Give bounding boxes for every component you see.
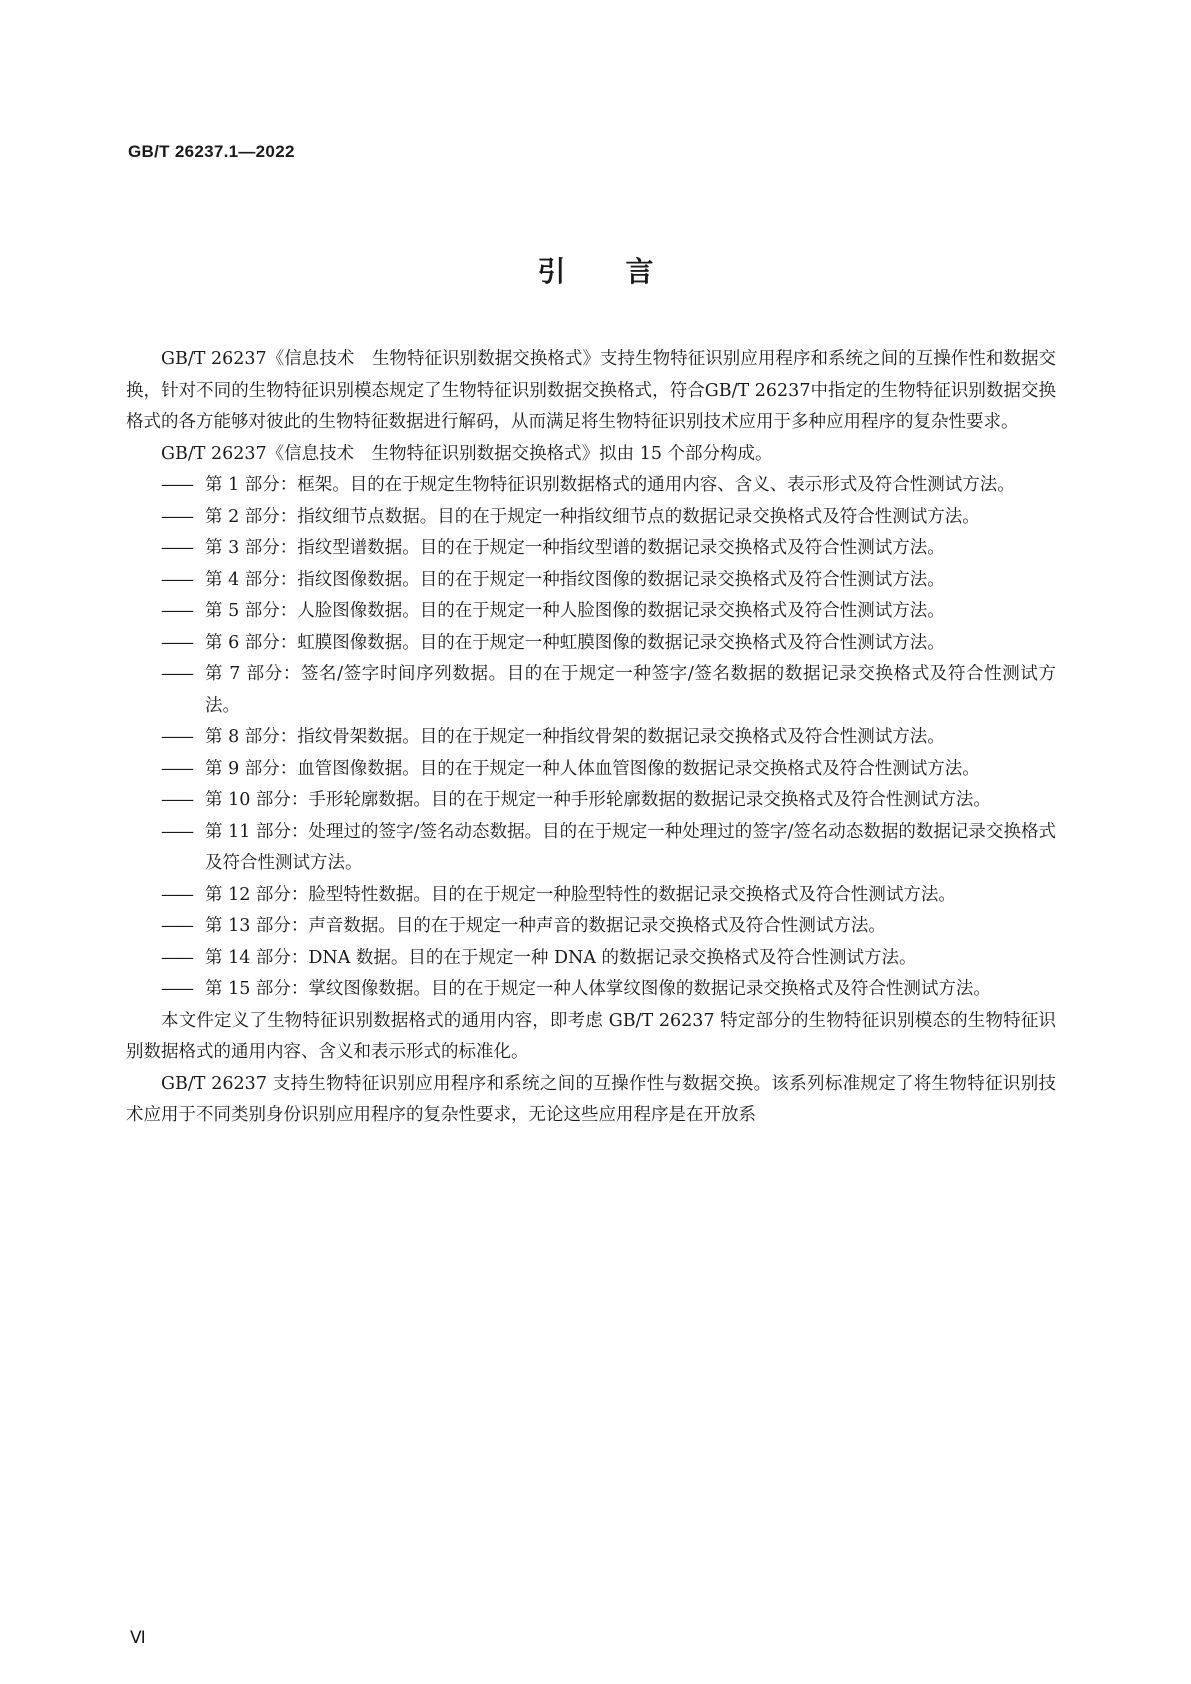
dash-marker: —— bbox=[161, 884, 192, 905]
dash-marker: —— bbox=[161, 758, 192, 779]
dash-marker: —— bbox=[161, 475, 192, 495]
page-title: 引言 bbox=[537, 255, 714, 288]
body-paragraph: GB/T 26237 支持生物特征识别应用程序和系统之间的互操作性与数据交换。该系列标准规定了将生物特征识别技术应用于不同类别身份识别应用程序的复杂性要求，无论这些应用程序是在开放系 bbox=[126, 1073, 1056, 1125]
list-item-text: 第 12 部分：脸型特性数据。目的在于规定一种脸型特性的数据记录交换格式及符合性测试方法。 bbox=[205, 884, 956, 905]
list-item-text: 第 15 部分：掌纹图像数据。目的在于规定一种人体掌纹图像的数据记录交换格式及符合性测试方法。 bbox=[205, 979, 991, 999]
dash-marker: —— bbox=[161, 979, 192, 999]
list-item bbox=[126, 533, 1056, 565]
dash-marker: —— bbox=[161, 947, 192, 968]
list-item-text: 第 10 部分：手形轮廓数据。目的在于规定一种手形轮廓数据的数据记录交换格式及符合性测试方法。 bbox=[205, 790, 991, 810]
list-item bbox=[126, 470, 1056, 502]
list-item-text: 第 6 部分：虹膜图像数据。目的在于规定一种虹膜图像的数据记录交换格式及符合性测试方法。 bbox=[205, 632, 945, 653]
intro-paragraph: GB/T 26237《信息技术 生物特征识别数据交换格式》支持生物特征识别应用程序和系统之间的互操作性和数据交换，针对不同的生物特征识别模态规定了生物特征识别数据交换格式，符合GB/T 26237中指定的生物特征识别数据交换格式的各方能够对彼此的生物特征数据进行解码，从而满足将生物特征识别技术应用于多种应用程序的复杂性要求。 bbox=[126, 349, 1056, 432]
list-item bbox=[126, 596, 1056, 628]
list-item-text: 第 13 部分：声音数据。目的在于规定一种声音的数据记录交换格式及符合性测试方法。 bbox=[205, 916, 886, 936]
list-item-text: 第 1 部分：框架。目的在于规定生物特征识别数据格式的通用内容、含义、表示形式及符合性测试方法。 bbox=[205, 475, 1015, 495]
dash-marker: —— bbox=[161, 601, 192, 621]
list-item-text: 第 8 部分：指纹骨架数据。目的在于规定一种指纹骨架的数据记录交换格式及符合性测试方法。 bbox=[205, 727, 945, 747]
list-item-text: 第 2 部分：指纹细节点数据。目的在于规定一种指纹细节点的数据记录交换格式及符合性测试方法。 bbox=[205, 506, 980, 527]
intro-paragraph: GB/T 26237《信息技术 生物特征识别数据交换格式》拟由 15 个部分构成。 bbox=[161, 443, 773, 464]
list-item bbox=[126, 722, 1056, 754]
list-item bbox=[126, 880, 1056, 912]
dash-marker: —— bbox=[161, 664, 192, 684]
dash-marker: —— bbox=[161, 632, 192, 653]
list-item-text: 第 14 部分：DNA 数据。目的在于规定一种 DNA 的数据记录交换格式及符合性测试方法。 bbox=[205, 947, 917, 968]
list-item bbox=[126, 565, 1056, 597]
list-item bbox=[126, 974, 1056, 1006]
list-item bbox=[126, 911, 1056, 943]
dash-marker: —— bbox=[161, 506, 192, 527]
dash-marker: —— bbox=[161, 916, 192, 936]
list-item bbox=[126, 943, 1056, 975]
dash-marker: —— bbox=[161, 790, 192, 810]
list-item-text: 第 4 部分：指纹图像数据。目的在于规定一种指纹图像的数据记录交换格式及符合性测试方法。 bbox=[205, 569, 945, 590]
list-item bbox=[126, 754, 1056, 786]
list-item-text: 第 9 部分：血管图像数据。目的在于规定一种人体血管图像的数据记录交换格式及符合性测试方法。 bbox=[205, 758, 980, 779]
standard-id: GB/T 26237.1—2022 bbox=[128, 142, 295, 161]
list-item-text: 第 3 部分：指纹型谱数据。目的在于规定一种指纹型谱的数据记录交换格式及符合性测试方法。 bbox=[205, 538, 945, 558]
document-body bbox=[126, 344, 1056, 1132]
dash-marker: —— bbox=[161, 727, 192, 747]
list-item bbox=[126, 817, 1056, 880]
body-paragraph: 本文件定义了生物特征识别数据格式的通用内容，即考虑 GB/T 26237 特定部分的生物特征识别模态的生物特征识别数据格式的通用内容、含义和表示形式的标准化。 bbox=[126, 1010, 1056, 1062]
list-item-text: 第 5 部分：人脸图像数据。目的在于规定一种人脸图像的数据记录交换格式及符合性测试方法。 bbox=[205, 601, 945, 621]
dash-marker: —— bbox=[161, 821, 192, 842]
list-item-text: 第 7 部分：签名/签字时间序列数据。目的在于规定一种签字/签名数据的数据记录交换格式及符合性测试方法。 bbox=[205, 664, 1056, 716]
list-item bbox=[126, 785, 1056, 817]
dash-marker: —— bbox=[161, 538, 192, 558]
page-number: Ⅵ bbox=[130, 1628, 146, 1647]
list-item bbox=[126, 502, 1056, 534]
list-item-text: 第 11 部分：处理过的签字/签名动态数据。目的在于规定一种处理过的签字/签名动态数据的数据记录交换格式及符合性测试方法。 bbox=[205, 821, 1056, 873]
parts-list bbox=[126, 470, 1056, 1006]
dash-marker: —— bbox=[161, 569, 192, 590]
list-item bbox=[126, 659, 1056, 722]
list-item bbox=[126, 628, 1056, 660]
